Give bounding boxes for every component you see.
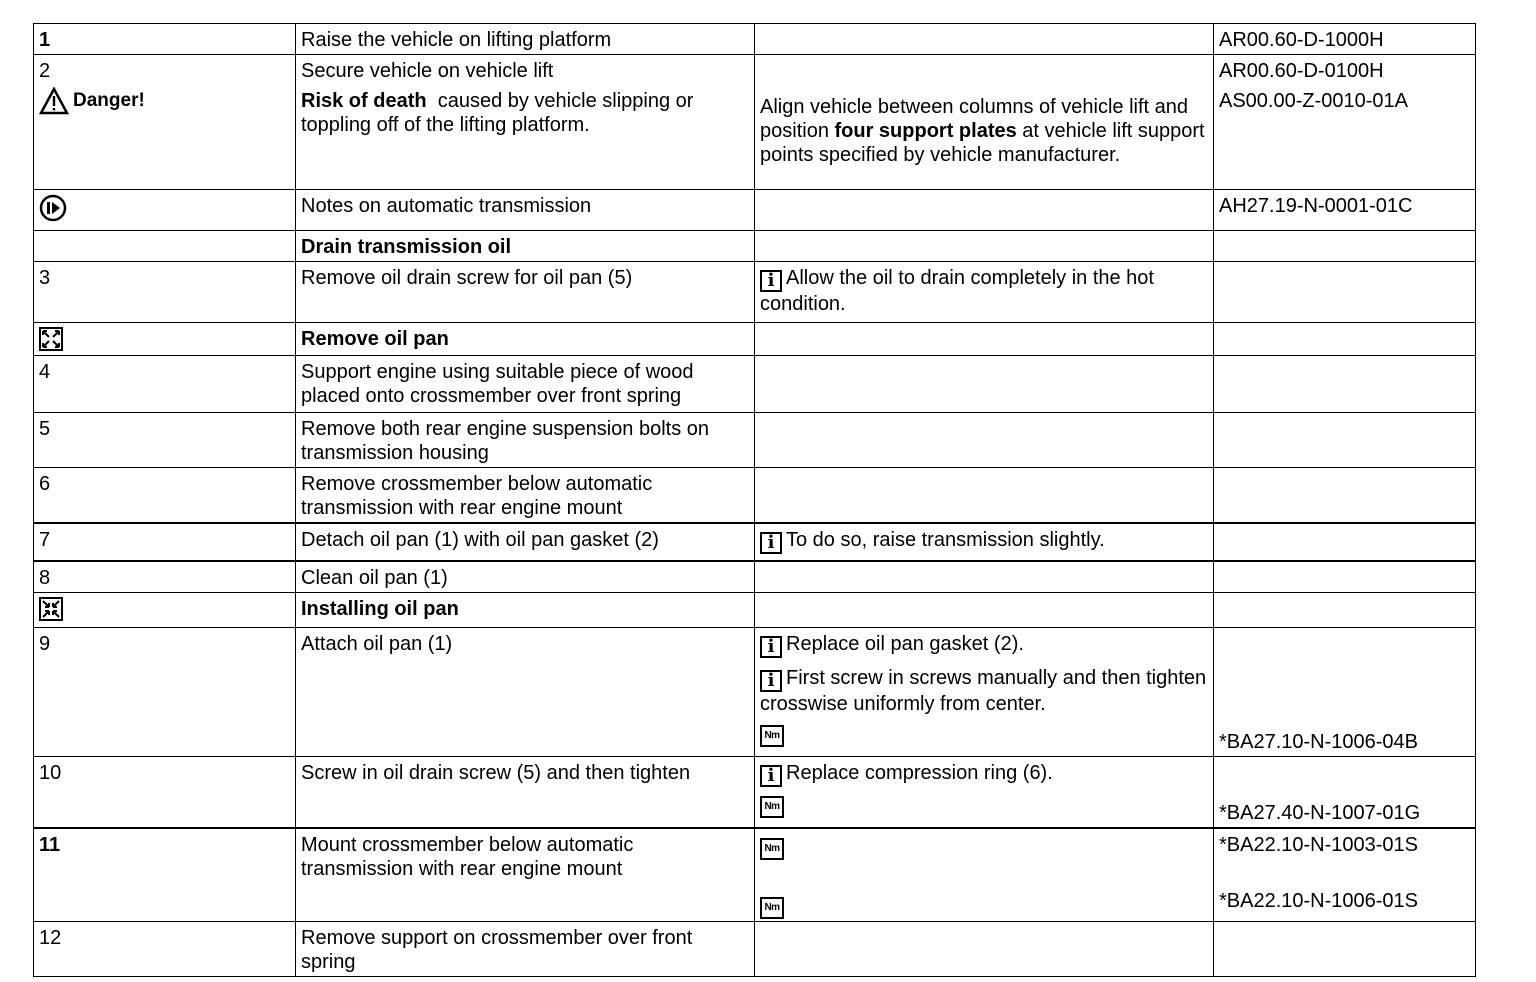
step-action: Detach oil pan (1) with oil pan gasket (2) [296, 523, 755, 561]
step-note: First screw in screws manually and then tighten crosswise uniformly from center. [760, 667, 1207, 715]
step-note [755, 413, 1214, 468]
note-item [760, 761, 1208, 787]
table-row [34, 323, 1476, 356]
torque-icon[interactable]: Nm [760, 897, 784, 919]
risk-heading: Risk of death [301, 90, 427, 112]
table-row [34, 561, 1476, 593]
step-action: Secure vehicle on vehicle lift [301, 60, 554, 82]
step-number: 11 [34, 828, 296, 922]
step-action: Raise the vehicle on lifting platform [296, 24, 755, 55]
step-cell [34, 593, 296, 628]
table-row [34, 523, 1476, 561]
step-action: Remove oil drain screw for oil pan (5) [296, 262, 755, 323]
step-number: 9 [34, 628, 296, 757]
step-action: Screw in oil drain screw (5) and then tighten [296, 757, 755, 829]
table-row [34, 231, 1476, 262]
table-row [34, 468, 1476, 524]
table-row [34, 262, 1476, 323]
reference-link[interactable]: *BA27.10-N-1006-04B [1219, 731, 1419, 753]
reference-cell [1214, 468, 1476, 524]
transmission-note-icon [39, 194, 67, 222]
table-row [34, 55, 1476, 190]
note-text: Align vehicle between columns of vehicle lift and position [760, 96, 1189, 142]
step-note-cell [755, 262, 1214, 323]
reference-link[interactable]: AR00.60-D-0100H [1219, 60, 1384, 82]
step-note [755, 323, 1214, 356]
reference-cell [1214, 231, 1476, 262]
reference-cell [1214, 356, 1476, 413]
remove-arrows-icon [39, 327, 63, 351]
step-number: 8 [34, 561, 296, 593]
reference-cell [1214, 523, 1476, 561]
reference-cell [1214, 828, 1476, 922]
step-action: Remove support on crossmember over front spring [296, 922, 755, 977]
section-heading: Drain transmission oil [296, 231, 755, 262]
risk-text: caused by vehicle slipping or toppling off of the lifting platform. [301, 90, 694, 136]
section-heading: Remove oil pan [296, 323, 755, 356]
info-icon: i [760, 670, 782, 692]
step-number: 10 [34, 757, 296, 829]
torque-item [760, 791, 1208, 818]
step-note [755, 356, 1214, 413]
reference-link[interactable]: AS00.00-Z-0010-01A [1219, 90, 1409, 112]
step-cell [34, 55, 296, 190]
step-note-cell [755, 523, 1214, 561]
step-action: Mount crossmember below automatic transmission with rear engine mount [296, 828, 755, 922]
table-row [34, 593, 1476, 628]
torque-icon[interactable]: Nm [760, 725, 784, 747]
step-number: 5 [34, 413, 296, 468]
reference-cell [1214, 561, 1476, 593]
reference-cell [1214, 922, 1476, 977]
reference-cell [1214, 323, 1476, 356]
table-row [34, 190, 1476, 231]
step-action: Remove both rear engine suspension bolts on transmission housing [296, 413, 755, 468]
step-cell [34, 190, 296, 231]
step-note [755, 922, 1214, 977]
warning-triangle-icon [39, 87, 69, 115]
reference-link[interactable]: *BA22.10-N-1003-01S [1219, 834, 1419, 856]
step-action: Support engine using suitable piece of wood placed onto crossmember over front spring [296, 356, 755, 413]
torque-item [760, 833, 1208, 860]
step-number: 12 [34, 922, 296, 977]
info-icon: i [760, 270, 782, 292]
risk-statement [301, 89, 749, 137]
step-number: 7 [34, 523, 296, 561]
table-row [34, 413, 1476, 468]
reference-cell [1214, 262, 1476, 323]
reference-cell [1214, 757, 1476, 829]
note-item [760, 666, 1208, 716]
table-row [34, 922, 1476, 977]
torque-icon[interactable]: Nm [760, 796, 784, 818]
step-note-cell [755, 628, 1214, 757]
reference-cell [1214, 55, 1476, 190]
step-note-cell [755, 55, 1214, 190]
step-note: To do so, raise transmission slightly. [786, 529, 1105, 551]
info-icon: i [760, 765, 782, 787]
step-action: Clean oil pan (1) [296, 561, 755, 593]
step-number: 2 [39, 60, 51, 82]
step-note [755, 231, 1214, 262]
step-cell [34, 323, 296, 356]
section-heading: Installing oil pan [296, 593, 755, 628]
reference-link[interactable]: *BA22.10-N-1006-01S [1219, 890, 1419, 912]
table-row [34, 24, 1476, 55]
reference-cell [1214, 628, 1476, 757]
procedure-table [33, 23, 1476, 977]
danger-warning [39, 87, 290, 115]
torque-item [760, 720, 1208, 747]
step-action-cell [296, 55, 755, 190]
step-note [755, 561, 1214, 593]
table-row [34, 828, 1476, 922]
step-note [755, 593, 1214, 628]
step-note [755, 24, 1214, 55]
step-action: Attach oil pan (1) [296, 628, 755, 757]
torque-icon[interactable]: Nm [760, 838, 784, 860]
step-number: 1 [34, 24, 296, 55]
info-icon: i [760, 532, 782, 554]
note-emphasis: four support plates [834, 120, 1017, 142]
danger-label: Danger! [73, 90, 145, 111]
reference-cell [1214, 413, 1476, 468]
step-note [755, 468, 1214, 524]
note-item [760, 632, 1208, 658]
reference-link[interactable]: *BA27.40-N-1007-01G [1219, 802, 1421, 824]
install-arrows-icon [39, 597, 63, 621]
step-note: Replace oil pan gasket (2). [786, 633, 1024, 655]
step-number: 3 [34, 262, 296, 323]
step-note-cell [755, 828, 1214, 922]
reference-cell [1214, 593, 1476, 628]
table-row [34, 757, 1476, 829]
step-note: Allow the oil to drain completely in the hot condition. [760, 267, 1154, 315]
step-note: Replace compression ring (6). [786, 762, 1053, 784]
reference-link[interactable]: AR00.60-D-1000H [1214, 24, 1476, 55]
reference-link[interactable]: AH27.19-N-0001-01C [1214, 190, 1476, 231]
step-cell [34, 231, 296, 262]
info-icon: i [760, 636, 782, 658]
step-action: Remove crossmember below automatic transmission with rear engine mount [296, 468, 755, 524]
step-action: Notes on automatic transmission [296, 190, 755, 231]
step-note [760, 95, 1208, 167]
step-number: 4 [34, 356, 296, 413]
table-row [34, 628, 1476, 757]
note-text: at vehicle lift support points specified by vehicle manufacturer. [760, 120, 1205, 166]
step-note [755, 190, 1214, 231]
table-row [34, 356, 1476, 413]
torque-item [760, 892, 1208, 919]
step-number: 6 [34, 468, 296, 524]
step-note-cell [755, 757, 1214, 829]
